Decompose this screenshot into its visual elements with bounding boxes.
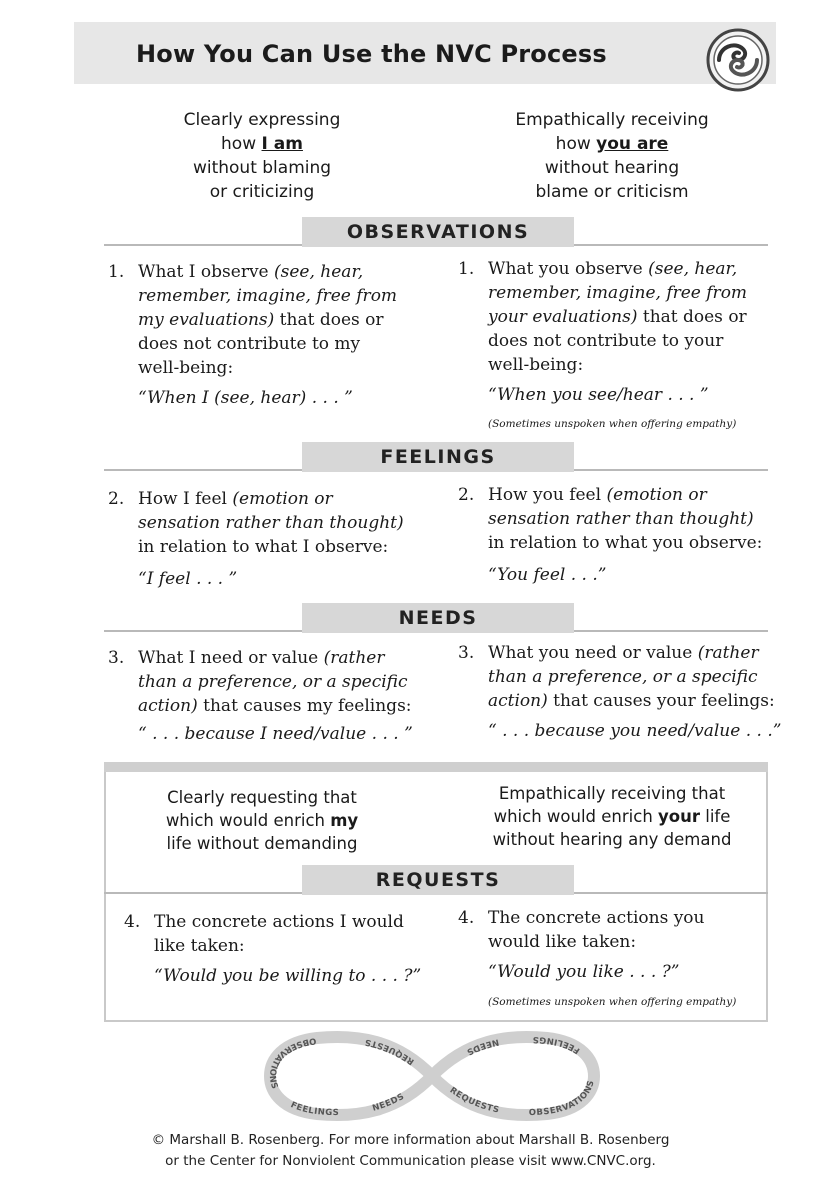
request-intro-other: Empathically receiving that which would enrich your life without hearing any demand — [492, 784, 732, 849]
feeling-self: 2. How I feel (emotion or sensation rather than thought) in relation to what I observe: “I feel . . . ” — [108, 489, 404, 589]
section-feelings: FEELINGS — [302, 442, 574, 472]
loop-word: NEEDS — [464, 1036, 500, 1057]
quote: “When I (see, hear) . . . ” — [138, 388, 353, 408]
loop-word: OBSERVATIONS — [266, 1035, 317, 1091]
quote: “ . . . because you need/value . . .” — [488, 721, 782, 741]
empathy-note: (Sometimes unspoken when offering empathy) — [488, 996, 737, 1008]
nvc-logo — [705, 27, 771, 93]
loop-word: FEELINGS — [288, 1100, 340, 1119]
page-title: How You Can Use the NVC Process — [136, 40, 607, 68]
quote: “Would you be willing to . . . ?” — [154, 966, 422, 986]
loop-word: REQUESTS — [363, 1036, 417, 1067]
nvc-infinity-loop — [262, 1030, 602, 1122]
request-self: 4. The concrete actions I would like taken: “Would you be willing to . . . ?” — [124, 912, 422, 986]
section-needs: NEEDS — [302, 603, 574, 633]
quote: “ . . . because I need/value . . . ” — [138, 724, 413, 744]
feeling-other: 2. How you feel (emotion or sensation rather than thought) in relation to what you observe: “You feel . . .” — [458, 485, 763, 585]
observation-other: 1. What you observe (see, hear, remember, imagine, free from your evaluations) that does or does not contribute to your well-being: “When you see/hear . . . ” (Sometimes unspoken when offering empathy) — [458, 257, 778, 432]
request-other: 4. The concrete actions you would like taken: “Would you like . . . ?” (Sometimes unspoken when offering empathy) — [458, 906, 768, 1016]
need-other: 3. What you need or value (rather than a preference, or a specific action) that causes your feelings: “ . . . because you need/value . . .” — [458, 643, 782, 741]
intro-expressing: Clearly expressing how I am without blaming or criticizing — [183, 110, 341, 202]
loop-word: REQUESTS — [447, 1085, 501, 1116]
loop-word: OBSERVATIONS — [528, 1079, 597, 1119]
emphasis-you-are: you are — [596, 134, 669, 154]
quote: “When you see/hear . . . ” — [488, 385, 709, 405]
empathy-note: (Sometimes unspoken when offering empathy) — [488, 418, 737, 430]
loop-word: NEEDS — [371, 1091, 407, 1114]
request-intro-self: Clearly requesting that which would enrich my life without demanding — [165, 788, 359, 853]
need-self: 3. What I need or value (rather than a preference, or a specific action) that causes my feelings: “ . . . because I need/value . . . ” — [108, 648, 413, 744]
quote: “I feel . . . ” — [138, 569, 238, 589]
loop-word: FEELINGS — [532, 1033, 583, 1056]
copyright-footer: © Marshall B. Rosenberg. For more information about Marshall B. Rosenberg or the Center for Nonviolent Communication please visit www.CNVC.org. — [151, 1132, 670, 1169]
section-requests: REQUESTS — [302, 865, 574, 895]
emphasis-i-am: I am — [261, 134, 303, 154]
quote: “You feel . . .” — [488, 565, 607, 585]
intro-receiving: Empathically receiving how you are without hearing blame or criticism — [515, 110, 709, 202]
observation-self: 1. What I observe (see, hear, remember, imagine, free from my evaluations) that does or does not contribute to my well-being: “When I (see, hear) . . . ” — [108, 262, 398, 408]
quote: “Would you like . . . ?” — [488, 962, 680, 982]
section-observations: OBSERVATIONS — [302, 217, 574, 247]
requests-frame-bar — [104, 762, 768, 772]
